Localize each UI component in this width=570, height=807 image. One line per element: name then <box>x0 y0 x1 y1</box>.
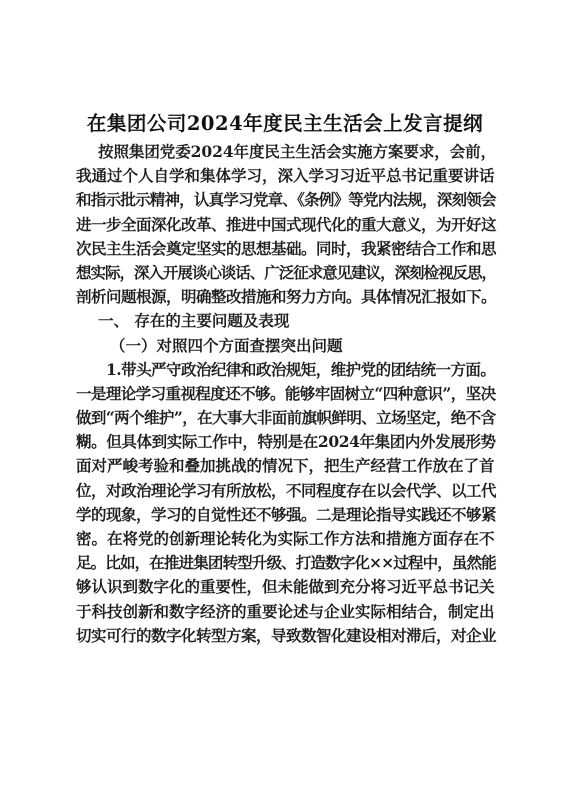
item-heading: 1.带头严守政治纪律和政治规矩，维护党的团结统一方面。 <box>106 359 496 379</box>
subsection-heading: （一）对照四个方面查摆突出问题 <box>110 335 343 355</box>
paragraph-line: 次民主生活会奠定坚实的思想基础。同时，我紧密结合工作和思 <box>76 238 497 258</box>
paragraph-line: 做到“两个维护”，在大事大非面前旗帜鲜明、立场坚定，绝不含 <box>76 408 496 428</box>
paragraph-line: 学的现象，学习的自觉性还不够强。二是理论指导实践还不够紧 <box>76 504 497 524</box>
paragraph-line: 面对严峻考验和叠加挑战的情况下，把生产经营工作放在了首 <box>76 456 495 476</box>
paragraph-line: 我通过个人自学和集体学习，深入学习习近平总书记重要讲话 <box>76 166 495 186</box>
paragraph-line: 糊。但具体到实际工作中，特别是在2024年集团内外发展形势 <box>76 432 496 452</box>
paragraph-line: 进一步全面深化改革、推进中国式现代化的重大意义，为开好这 <box>76 214 497 234</box>
document-body <box>76 140 496 648</box>
paragraph-line: 剖析问题根源，明确整改措施和努力方向。具体情况汇报如下。 <box>76 287 497 307</box>
paragraph-line: 够认识到数字化的重要性，但未能做到充分将习近平总书记关 <box>76 577 495 597</box>
paragraph-line: 足。比如，在推进集团转型升级、打造数字化××过程中，虽然能 <box>76 553 496 573</box>
paragraph-line: 按照集团党委2024年度民主生活会实施方案要求，会前， <box>98 142 497 161</box>
paragraph-line: 于科技创新和数字经济的重要论述与企业实际相结合，制定出 <box>76 601 495 621</box>
paragraph-line: 和指示批示精神，认真学习党章、《条例》等党内法规，深刻领会 <box>76 190 496 210</box>
document-title: 在集团公司2024年度民主生活会上发言提纲 <box>86 112 484 135</box>
paragraph-line: 密。在将党的创新理论转化为实际工作方法和措施方面存在不 <box>76 529 495 548</box>
paragraph-line: 一是理论学习重视程度还不够。能够牢固树立“四种意识”，坚决 <box>76 383 496 403</box>
paragraph-line: 切实可行的数字化转型方案，导致数智化建设相对滞后，对企业 <box>76 625 497 645</box>
section-heading: 一、 存在的主要问题及表现 <box>98 311 290 331</box>
paragraph-line: 想实际，深入开展谈心谈话、广泛征求意见建议，深刻检视反思， <box>76 262 496 282</box>
paragraph-line: 位，对政治理论学习有所放松，不同程度存在以会代学、以工代 <box>76 480 497 500</box>
